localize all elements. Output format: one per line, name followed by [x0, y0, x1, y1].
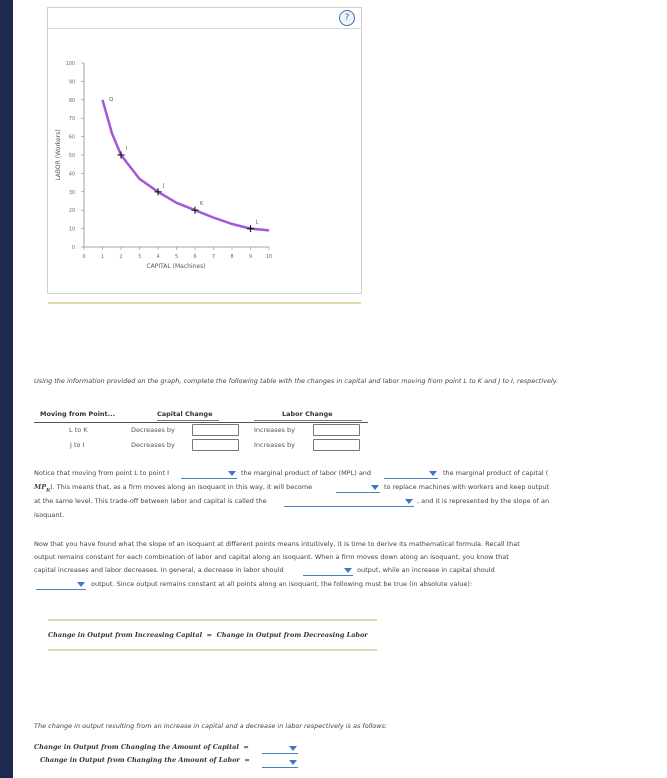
chevron-down-icon: [228, 471, 236, 476]
row-move: L to K: [69, 426, 88, 434]
th-labor: Labor Change: [282, 410, 333, 418]
p1-text: the marginal product of capital (: [443, 469, 549, 477]
labor-change-input[interactable]: [313, 439, 360, 451]
y-axis-label: LABOR (Workers): [55, 129, 62, 181]
y-tick-label: 50: [68, 154, 75, 159]
x-tick-label: 5: [174, 255, 179, 260]
y-tick-label: 80: [68, 98, 75, 104]
help-button[interactable]: ?: [339, 10, 355, 26]
isoquant-curve: [103, 100, 270, 231]
chevron-down-icon: [371, 485, 379, 490]
output-equation: Change in Output from Increasing Capital = Change in Output from Decreasing Labor: [48, 631, 368, 639]
row-labor-dir: Increases by: [254, 441, 295, 449]
divider: [48, 619, 377, 621]
y-tick-label: 10: [68, 227, 75, 233]
eq-labor-label: Change in Output from Changing the Amount of Labor =: [40, 756, 250, 764]
y-tick-label: 60: [68, 135, 75, 141]
point-label: K: [200, 201, 204, 208]
labor-output-dropdown[interactable]: [262, 758, 298, 768]
mpk-sub: K: [46, 487, 51, 494]
p1-text: at the same level. This trade-off between labor and capital is called the: [34, 497, 267, 505]
tradeoff-dropdown[interactable]: [284, 497, 414, 507]
row-capital-dir: Decreases by: [131, 441, 175, 449]
point-label: L: [255, 219, 259, 226]
p2-text: output, while an increase in capital should: [357, 566, 495, 574]
curve-label: Q: [109, 97, 114, 103]
x-tick-label: 8: [230, 255, 234, 260]
x-tick-label: 2: [119, 255, 123, 260]
eq-capital-label: Change in Output from Changing the Amount of Capital =: [34, 743, 249, 751]
chevron-down-icon: [405, 499, 413, 504]
th-moving: Moving from Point...: [40, 410, 116, 418]
y-tick-label: 90: [68, 80, 75, 86]
p1-text: isoquant.: [34, 511, 65, 519]
labor-change-input[interactable]: [313, 424, 360, 436]
point-label: I: [126, 146, 128, 152]
th-capital: Capital Change: [157, 410, 213, 418]
table-rule: [34, 422, 368, 423]
mpk-text: MP: [34, 483, 47, 491]
x-tick-label: 9: [248, 255, 253, 260]
chevron-down-icon: [289, 746, 297, 751]
left-sidebar: [0, 0, 13, 778]
p2-text: output remains constant for each combination of labor and capital along an isoquant. When a firm moves down along an isoquant, you know that: [34, 553, 509, 561]
p2-text: capital increases and labor decreases. In general, a decrease in labor should: [34, 566, 284, 574]
table-underline: [157, 420, 219, 421]
x-tick-label: 4: [156, 255, 160, 260]
p2-text: output. Since output remains constant at all points along an isoquant, the following must be true (in absolute value):: [91, 580, 473, 588]
chevron-down-icon: [344, 568, 352, 573]
divider: [48, 649, 377, 651]
x-tick-label: 1: [100, 255, 105, 260]
y-tick-label: 30: [68, 190, 75, 196]
chevron-down-icon: [77, 582, 85, 587]
capital-effect-dropdown[interactable]: [36, 580, 86, 590]
p1-text: , and it is represented by the slope of an: [417, 497, 550, 505]
labor-effect-dropdown[interactable]: [303, 566, 353, 576]
y-tick-label: 20: [68, 209, 75, 215]
row-move: J to I: [70, 441, 85, 449]
x-tick-label: 3: [137, 255, 142, 260]
x-tick-label: 7: [211, 255, 216, 260]
x-tick-label: 10: [265, 255, 273, 260]
y-tick-label: 0: [71, 246, 75, 251]
graph-panel: [47, 7, 362, 294]
p1-text: the marginal product of labor (MPL) and: [241, 469, 372, 477]
mpk-dropdown[interactable]: [384, 469, 438, 479]
chevron-down-icon: [429, 471, 437, 476]
p1-text: ). This means that, as a firm moves along an isoquant in this way, it will become: [50, 483, 313, 491]
capital-output-dropdown[interactable]: [262, 744, 298, 754]
table-underline: [254, 420, 362, 421]
capital-change-input[interactable]: [192, 439, 239, 451]
point-label: J: [163, 182, 165, 189]
p2-text: Now that you have found what the slope of an isoquant at different points means intuitively, it is time to derive its mathematical formula. Recall that: [34, 540, 520, 548]
chevron-down-icon: [289, 760, 297, 765]
instructions: Using the information provided on the graph, complete the following table with the changes in capital and labor moving from point L to K and J to I, respectively.: [34, 377, 559, 385]
p1-text: Notice that moving from point L to point I: [34, 469, 170, 477]
x-tick-label: 0: [82, 255, 86, 260]
graph-toolbar: [48, 8, 361, 29]
row-labor-dir: Increases by: [254, 426, 295, 434]
y-tick-label: 70: [68, 117, 75, 123]
x-axis-label: CAPITAL (Machines): [146, 263, 206, 270]
x-tick-label: 6: [193, 255, 197, 260]
paragraph-3: The change in output resulting from an increase in capital and a decrease in labor respectively is as follows:: [34, 722, 388, 730]
p1-text: to replace machines with workers and keep output: [384, 483, 549, 491]
willingness-dropdown[interactable]: [336, 483, 380, 493]
row-capital-dir: Decreases by: [131, 426, 175, 434]
isoquant-chart: [48, 28, 361, 293]
capital-change-input[interactable]: [192, 424, 239, 436]
mpl-dropdown[interactable]: [181, 469, 237, 479]
y-tick-label: 100: [65, 62, 75, 67]
y-tick-label: 40: [68, 172, 75, 178]
divider: [48, 302, 361, 304]
